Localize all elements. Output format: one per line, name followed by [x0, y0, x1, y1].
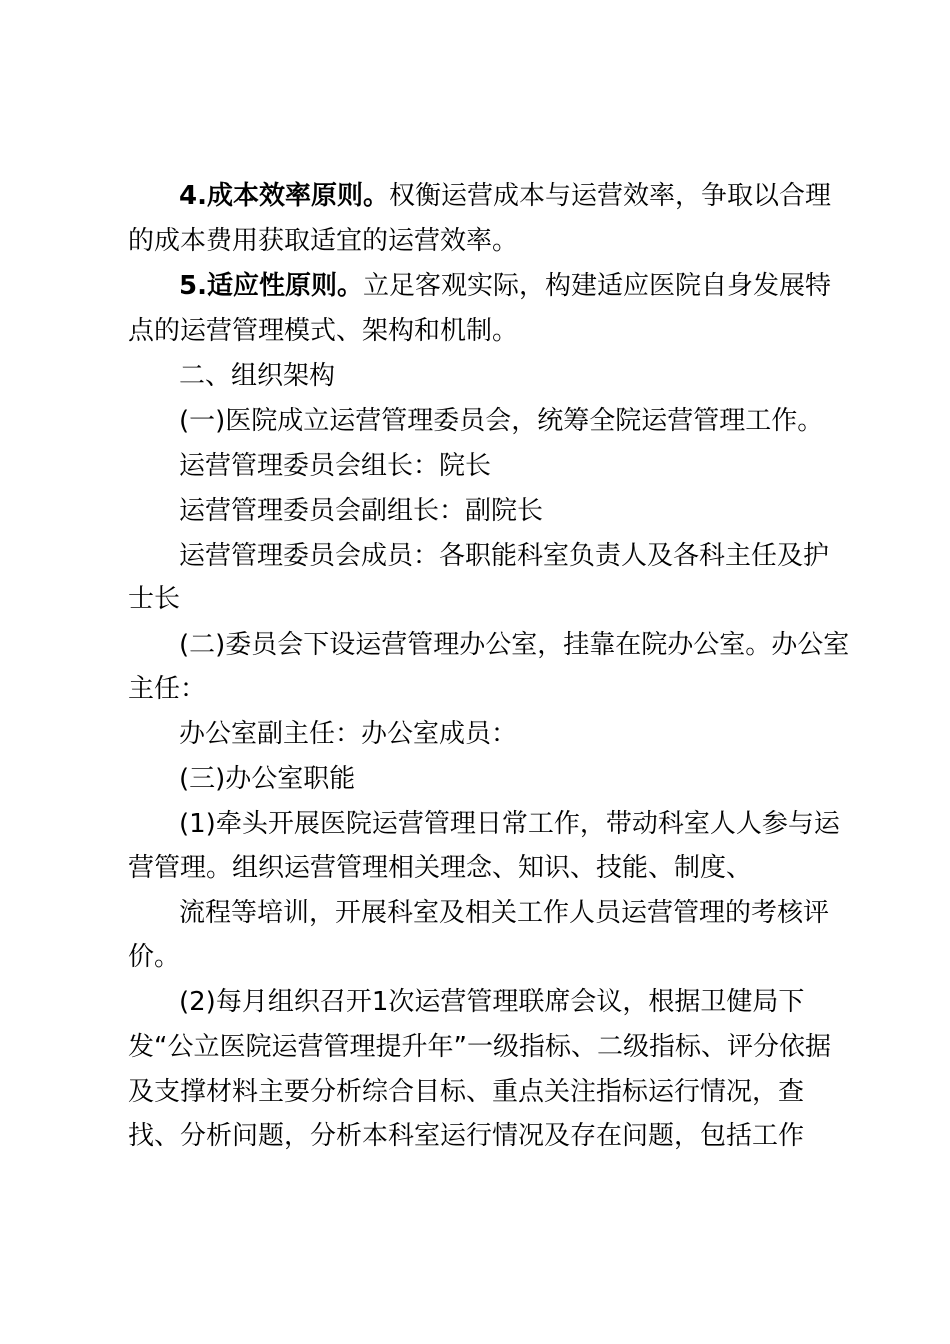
item-duty-2-line-3: 及支撑材料主要分析综合目标、重点关注指标运行情况，查 [128, 1077, 805, 1107]
item-duty-1-line-2: 营管理。组织运营管理相关理念、知识、技能、制度、 [128, 853, 753, 883]
principle-4-heading: 4.成本效率原则。 [179, 181, 389, 211]
section-heading-organization: 二、组织架构 [179, 361, 336, 391]
item-duty-1-line-4: 价。 [128, 942, 181, 972]
item-duty-1-line-3: 流程等培训，开展科室及相关工作人员运营管理的考核评 [179, 898, 830, 928]
principle-4-line-1 [179, 179, 831, 213]
item-committee-members-line-1: 运营管理委员会成员：各职能科室负责人及各科主任及护 [179, 541, 830, 571]
item-office-line-1: (二)委员会下设运营管理办公室，挂靠在院办公室。办公室 [179, 630, 850, 660]
item-office-line-2: 主任： [128, 674, 207, 704]
item-duty-2-line-1: (2)每月组织召开1次运营管理联席会议，根据卫健局下 [179, 987, 805, 1017]
item-committee-deputy-leader: 运营管理委员会副组长：副院长 [179, 496, 544, 526]
item-committee-members-line-2: 士长 [128, 584, 181, 614]
principle-5-text: 立足客观实际，构建适应医院自身发展特 [362, 271, 831, 301]
item-committee-established: (一)医院成立运营管理委员会，统筹全院运营管理工作。 [179, 406, 824, 436]
principle-4-line-2: 的成本费用获取适宜的运营效率。 [128, 226, 519, 256]
item-duty-1-line-1: (1)牵头开展医院运营管理日常工作，带动科室人人参与运 [179, 809, 840, 839]
item-committee-leader: 运营管理委员会组长：院长 [179, 451, 492, 481]
item-duty-2-line-4: 找、分析问题，分析本科室运行情况及存在问题，包括工作 [128, 1121, 805, 1151]
principle-4-text: 权衡运营成本与运营效率，争取以合理 [388, 181, 831, 211]
principle-5-heading: 5.适应性原则。 [179, 271, 363, 301]
item-office-deputy: 办公室副主任：办公室成员： [179, 719, 518, 749]
item-duty-2-line-2: 发“公立医院运营管理提升年”一级指标、二级指标、评分依据 [128, 1032, 831, 1062]
principle-5-line-2: 点的运营管理模式、架构和机制。 [128, 316, 519, 346]
item-office-duties-heading: (三)办公室职能 [179, 764, 356, 794]
principle-5-line-1 [179, 269, 831, 303]
